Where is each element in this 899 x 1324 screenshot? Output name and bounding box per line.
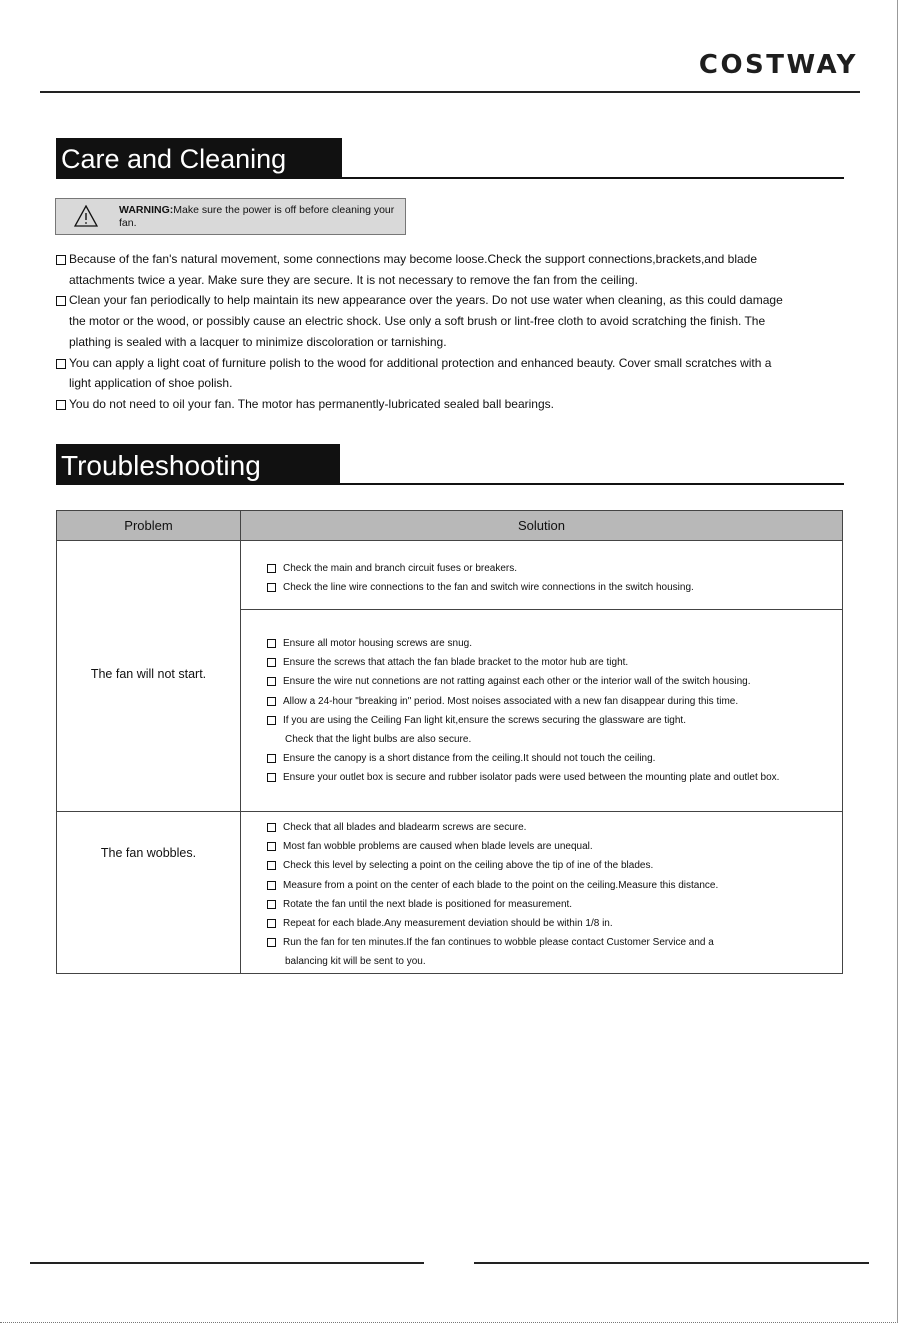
troubleshooting-table xyxy=(56,510,843,974)
solution-item xyxy=(267,692,837,711)
care-heading: Care and Cleaning xyxy=(56,138,342,179)
care-item-line: You can apply a light coat of furniture polish to the wood for additional protection and enhanced beauty. Cover small scratches with a xyxy=(69,355,772,370)
checkbox-icon xyxy=(267,919,276,928)
table-row xyxy=(57,541,843,610)
care-item xyxy=(55,394,845,415)
warning-text xyxy=(119,204,404,229)
troubleshooting-heading: Troubleshooting xyxy=(56,444,340,485)
checkbox-icon xyxy=(267,564,276,573)
solution-text: Rotate the fan until the next blade is positioned for measurement. xyxy=(283,898,573,910)
care-item xyxy=(55,353,845,394)
solution-text: Ensure your outlet box is secure and rubber isolator pads were used between the mounting plate and outlet box. xyxy=(283,772,780,784)
solution-item xyxy=(267,818,837,837)
solution-item xyxy=(267,933,837,952)
care-item xyxy=(55,290,845,352)
solution-text: Check the main and branch circuit fuses or breakers. xyxy=(283,562,517,574)
solution-text: Measure from a point on the center of each blade to the point on the ceiling.Measure this distance. xyxy=(283,879,719,891)
checkbox-icon xyxy=(267,583,276,592)
troubleshooting-heading-rule xyxy=(56,483,844,485)
solution-text: Check this level by selecting a point on the ceiling above the tip of ine of the blades. xyxy=(283,860,654,872)
solution-item xyxy=(267,837,837,856)
checkbox-icon xyxy=(267,697,276,706)
care-item-line: plathing is sealed with a lacquer to minimize discoloration or tarnishing. xyxy=(69,334,447,349)
solution-text: Most fan wobble problems are caused when blade levels are unequal. xyxy=(283,841,593,853)
solution-text: Check that all blades and bladearm screws are secure. xyxy=(283,822,527,833)
care-item-line: You do not need to oil your fan. The motor has permanently-lubricated sealed ball bearings. xyxy=(69,396,554,411)
checkbox-icon xyxy=(267,677,276,686)
header-rule xyxy=(40,91,860,93)
brand-logo: COSTWAY xyxy=(698,50,858,80)
checkbox-icon xyxy=(56,255,66,265)
solution-text: Repeat for each blade.Any measurement deviation should be within 1/8 in. xyxy=(283,917,613,929)
solution-item xyxy=(267,895,837,914)
problem-cell: The fan wobbles. xyxy=(57,812,241,974)
solution-text: Ensure the screws that attach the fan blade bracket to the motor hub are tight. xyxy=(283,657,629,669)
warning-triangle-icon xyxy=(74,205,98,227)
warning-box xyxy=(55,198,406,235)
solution-item xyxy=(267,768,837,787)
checkbox-icon xyxy=(267,842,276,851)
checkbox-icon xyxy=(267,658,276,667)
solution-cell xyxy=(241,541,843,610)
problem-column-header: Problem xyxy=(57,511,241,541)
problem-cell: The fan will not start. xyxy=(57,541,241,812)
checkbox-icon xyxy=(267,639,276,648)
table-row xyxy=(57,812,843,974)
checkbox-icon xyxy=(56,296,66,306)
solution-cell xyxy=(241,812,843,974)
solution-cell xyxy=(241,610,843,812)
solution-continuation: balancing kit will be sent to you. xyxy=(285,956,426,968)
solution-item xyxy=(267,876,837,895)
solution-text: Ensure the wire nut connetions are not ratting against each other or the interior wall of the switch housing. xyxy=(283,676,751,688)
warning-label: WARNING: xyxy=(119,204,174,216)
solution-text: Ensure the canopy is a short distance from the ceiling.It should not touch the ceiling. xyxy=(283,753,656,765)
care-item-line: Clean your fan periodically to help maintain its new appearance over the years. Do not use water when cleaning, as this could damage xyxy=(69,293,783,308)
solution-text: Check the line wire connections to the fan and switch wire connections in the switch housing. xyxy=(283,582,694,593)
care-list xyxy=(55,249,845,415)
solution-item xyxy=(267,672,837,691)
care-item xyxy=(55,249,845,290)
solution-item xyxy=(267,578,837,597)
checkbox-icon xyxy=(56,400,66,410)
footer-rule-right xyxy=(474,1262,869,1264)
solution-text: If you are using the Ceiling Fan light kit,ensure the screws securing the glassware are tight. xyxy=(283,714,686,726)
care-item-line: the motor or the wood, or possibly cause an electric shock. Use only a soft brush or lint-free cloth to avoid scratching the finish. The xyxy=(69,314,766,329)
checkbox-icon xyxy=(267,823,276,832)
checkbox-icon xyxy=(267,716,276,725)
solution-item xyxy=(267,711,837,730)
footer-rule-left xyxy=(30,1262,424,1264)
solution-item xyxy=(267,856,837,875)
solution-text: Run the fan for ten minutes.If the fan continues to wobble please contact Customer Service and a xyxy=(283,937,714,949)
solution-item xyxy=(267,749,837,768)
care-item-line: Because of the fan's natural movement, some connections may become loose.Check the support connections,brackets,and blade xyxy=(69,252,758,266)
care-heading-rule xyxy=(56,177,844,179)
table-header-row xyxy=(57,511,843,541)
care-section-header xyxy=(56,138,844,179)
solution-text: Ensure all motor housing screws are snug. xyxy=(283,638,472,649)
warning-message: Make sure the power is off before cleaning your fan. xyxy=(119,204,395,229)
solution-column-header: Solution xyxy=(241,511,843,541)
solution-text: Allow a 24-hour "breaking in" period. Most noises associated with a new fan disappear during this time. xyxy=(283,695,739,707)
checkbox-icon xyxy=(267,754,276,763)
care-item-line: light application of shoe polish. xyxy=(69,376,233,391)
checkbox-icon xyxy=(267,938,276,947)
troubleshooting-section-header xyxy=(56,444,844,485)
checkbox-icon xyxy=(267,861,276,870)
solution-item xyxy=(267,653,837,672)
checkbox-icon xyxy=(267,881,276,890)
care-item-line: attachments twice a year. Make sure they are secure. It is not necessary to remove the fan from the ceiling. xyxy=(69,272,638,287)
checkbox-icon xyxy=(267,773,276,782)
solution-continuation: Check that the light bulbs are also secure. xyxy=(285,733,472,745)
checkbox-icon xyxy=(267,900,276,909)
checkbox-icon xyxy=(56,359,66,369)
solution-item xyxy=(267,634,837,653)
solution-item xyxy=(267,559,837,578)
solution-item xyxy=(267,914,837,933)
